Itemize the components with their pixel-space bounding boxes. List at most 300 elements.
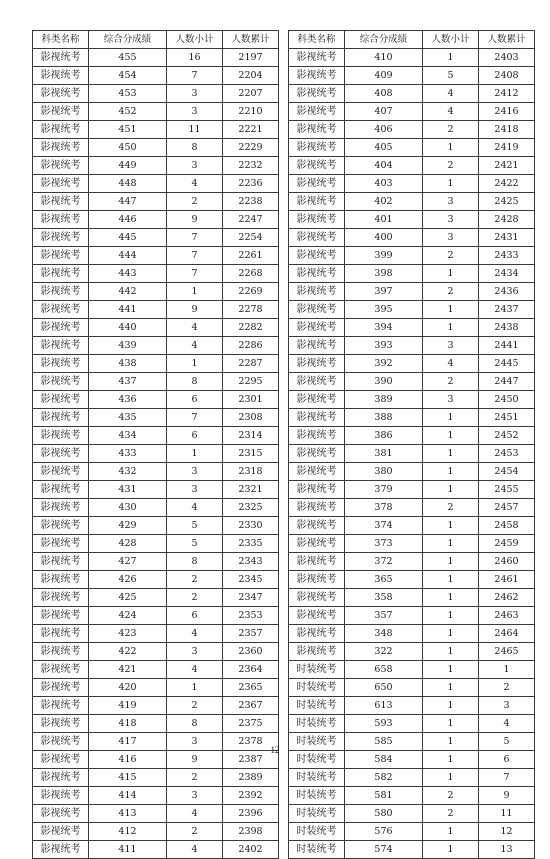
cell-cumulative: 2398 <box>223 823 279 841</box>
cell-count: 1 <box>423 427 479 445</box>
cell-count: 4 <box>167 319 223 337</box>
cell-cumulative: 1 <box>479 661 535 679</box>
cell-count: 4 <box>423 103 479 121</box>
cell-count: 9 <box>167 301 223 319</box>
cell-count: 1 <box>423 139 479 157</box>
cell-category: 影视统考 <box>33 157 89 175</box>
cell-category: 影视统考 <box>289 481 345 499</box>
cell-score: 393 <box>345 337 423 355</box>
cell-category: 影视统考 <box>289 301 345 319</box>
cell-category: 影视统考 <box>33 481 89 499</box>
cell-category: 影视统考 <box>33 571 89 589</box>
table-row <box>289 589 535 607</box>
cell-count: 11 <box>167 121 223 139</box>
cell-score: 421 <box>89 661 167 679</box>
cell-score: 379 <box>345 481 423 499</box>
cell-count: 4 <box>167 175 223 193</box>
cell-score: 441 <box>89 301 167 319</box>
table-row <box>33 175 279 193</box>
cell-cumulative: 2347 <box>223 589 279 607</box>
cell-cumulative: 2447 <box>479 373 535 391</box>
cell-score: 448 <box>89 175 167 193</box>
cell-category: 影视统考 <box>33 139 89 157</box>
cell-cumulative: 2269 <box>223 283 279 301</box>
cell-score: 434 <box>89 427 167 445</box>
cell-score: 424 <box>89 607 167 625</box>
cell-cumulative: 11 <box>479 805 535 823</box>
cell-category: 影视统考 <box>33 769 89 787</box>
header-category: 科类名称 <box>289 31 345 49</box>
cell-count: 3 <box>423 229 479 247</box>
cell-cumulative: 7 <box>479 769 535 787</box>
cell-cumulative: 2464 <box>479 625 535 643</box>
cell-cumulative: 2232 <box>223 157 279 175</box>
table-row <box>289 211 535 229</box>
cell-count: 2 <box>167 589 223 607</box>
cell-category: 影视统考 <box>33 355 89 373</box>
table-row <box>289 553 535 571</box>
cell-cumulative: 2357 <box>223 625 279 643</box>
table-row <box>289 247 535 265</box>
cell-category: 时装统考 <box>289 823 345 841</box>
cell-cumulative: 2295 <box>223 373 279 391</box>
cell-score: 412 <box>89 823 167 841</box>
cell-category: 影视统考 <box>289 85 345 103</box>
cell-category: 影视统考 <box>33 211 89 229</box>
cell-score: 418 <box>89 715 167 733</box>
table-body-left <box>33 49 279 859</box>
cell-category: 影视统考 <box>33 427 89 445</box>
cell-cumulative: 2451 <box>479 409 535 427</box>
cell-count: 1 <box>423 769 479 787</box>
cell-category: 影视统考 <box>289 103 345 121</box>
cell-category: 影视统考 <box>289 427 345 445</box>
cell-count: 2 <box>423 247 479 265</box>
cell-count: 1 <box>423 553 479 571</box>
cell-score: 395 <box>345 301 423 319</box>
cell-score: 403 <box>345 175 423 193</box>
cell-category: 影视统考 <box>289 211 345 229</box>
cell-count: 3 <box>423 211 479 229</box>
cell-score: 437 <box>89 373 167 391</box>
table-row <box>33 373 279 391</box>
table-row <box>289 139 535 157</box>
cell-score: 451 <box>89 121 167 139</box>
cell-count: 3 <box>167 643 223 661</box>
table-row <box>33 409 279 427</box>
cell-cumulative: 2436 <box>479 283 535 301</box>
table-row <box>33 211 279 229</box>
cell-cumulative: 2353 <box>223 607 279 625</box>
cell-category: 影视统考 <box>33 697 89 715</box>
table-row <box>33 247 279 265</box>
table-row <box>33 679 279 697</box>
table-row <box>33 715 279 733</box>
table-row <box>289 823 535 841</box>
table-row <box>289 625 535 643</box>
table-row <box>289 517 535 535</box>
cell-category: 影视统考 <box>33 229 89 247</box>
cell-score: 378 <box>345 499 423 517</box>
cell-cumulative: 2462 <box>479 589 535 607</box>
header-score: 综合分成绩 <box>89 31 167 49</box>
table-row <box>289 337 535 355</box>
cell-category: 影视统考 <box>33 373 89 391</box>
table-row <box>33 265 279 283</box>
cell-count: 1 <box>423 643 479 661</box>
cell-count: 3 <box>167 103 223 121</box>
table-row <box>33 427 279 445</box>
table-row <box>33 787 279 805</box>
cell-cumulative: 2315 <box>223 445 279 463</box>
cell-cumulative: 2419 <box>479 139 535 157</box>
cell-category: 影视统考 <box>289 571 345 589</box>
cell-cumulative: 2454 <box>479 463 535 481</box>
cell-cumulative: 4 <box>479 715 535 733</box>
cell-score: 438 <box>89 355 167 373</box>
cell-score: 593 <box>345 715 423 733</box>
cell-cumulative: 13 <box>479 841 535 859</box>
table-row <box>289 121 535 139</box>
cell-score: 440 <box>89 319 167 337</box>
cell-count: 6 <box>167 391 223 409</box>
cell-cumulative: 2365 <box>223 679 279 697</box>
table-row <box>33 157 279 175</box>
cell-score: 398 <box>345 265 423 283</box>
cell-count: 4 <box>167 625 223 643</box>
cell-count: 2 <box>423 805 479 823</box>
cell-cumulative: 2387 <box>223 751 279 769</box>
cell-count: 1 <box>423 661 479 679</box>
table-row <box>289 643 535 661</box>
cell-category: 影视统考 <box>33 283 89 301</box>
cell-score: 455 <box>89 49 167 67</box>
cell-score: 433 <box>89 445 167 463</box>
cell-count: 1 <box>423 49 479 67</box>
table-row <box>289 391 535 409</box>
cell-count: 1 <box>423 571 479 589</box>
cell-count: 1 <box>423 589 479 607</box>
table-row <box>33 841 279 859</box>
cell-cumulative: 2408 <box>479 67 535 85</box>
table-row <box>289 193 535 211</box>
table-row <box>289 373 535 391</box>
cell-category: 影视统考 <box>33 499 89 517</box>
cell-cumulative: 2433 <box>479 247 535 265</box>
page-number: 12 <box>270 745 280 755</box>
table-row <box>289 301 535 319</box>
table-row <box>33 661 279 679</box>
cell-score: 373 <box>345 535 423 553</box>
cell-cumulative: 2437 <box>479 301 535 319</box>
table-row <box>289 229 535 247</box>
cell-score: 322 <box>345 643 423 661</box>
table-row <box>33 391 279 409</box>
cell-category: 时装统考 <box>289 751 345 769</box>
cell-score: 449 <box>89 157 167 175</box>
cell-count: 1 <box>167 445 223 463</box>
cell-cumulative: 2236 <box>223 175 279 193</box>
table-row <box>289 409 535 427</box>
cell-score: 365 <box>345 571 423 589</box>
cell-count: 1 <box>423 697 479 715</box>
cell-score: 372 <box>345 553 423 571</box>
table-header-row <box>33 31 279 49</box>
table-row <box>33 283 279 301</box>
cell-count: 1 <box>423 175 479 193</box>
cell-cumulative: 2229 <box>223 139 279 157</box>
cell-score: 389 <box>345 391 423 409</box>
cell-cumulative: 5 <box>479 733 535 751</box>
cell-category: 影视统考 <box>289 553 345 571</box>
cell-count: 1 <box>423 823 479 841</box>
cell-score: 427 <box>89 553 167 571</box>
score-table-right <box>288 30 535 859</box>
cell-score: 454 <box>89 67 167 85</box>
cell-category: 影视统考 <box>289 409 345 427</box>
table-row <box>33 85 279 103</box>
table-row <box>33 445 279 463</box>
cell-category: 影视统考 <box>33 103 89 121</box>
cell-score: 408 <box>345 85 423 103</box>
cell-category: 影视统考 <box>289 139 345 157</box>
cell-score: 442 <box>89 283 167 301</box>
table-row <box>289 535 535 553</box>
table-row <box>33 139 279 157</box>
cell-score: 452 <box>89 103 167 121</box>
table-row <box>33 355 279 373</box>
cell-category: 影视统考 <box>33 301 89 319</box>
cell-score: 426 <box>89 571 167 589</box>
cell-cumulative: 2268 <box>223 265 279 283</box>
cell-category: 影视统考 <box>289 193 345 211</box>
cell-category: 影视统考 <box>33 67 89 85</box>
cell-score: 380 <box>345 463 423 481</box>
cell-score: 392 <box>345 355 423 373</box>
cell-category: 影视统考 <box>33 463 89 481</box>
cell-count: 2 <box>423 787 479 805</box>
cell-score: 436 <box>89 391 167 409</box>
cell-cumulative: 2389 <box>223 769 279 787</box>
cell-cumulative: 2204 <box>223 67 279 85</box>
header-cumulative: 人数累计 <box>479 31 535 49</box>
table-row <box>289 355 535 373</box>
cell-cumulative: 2330 <box>223 517 279 535</box>
table-row <box>33 535 279 553</box>
cell-count: 2 <box>167 823 223 841</box>
cell-score: 429 <box>89 517 167 535</box>
cell-count: 1 <box>423 517 479 535</box>
cell-category: 影视统考 <box>289 337 345 355</box>
cell-category: 影视统考 <box>289 49 345 67</box>
cell-count: 1 <box>423 733 479 751</box>
cell-category: 影视统考 <box>33 823 89 841</box>
cell-category: 影视统考 <box>289 643 345 661</box>
cell-category: 影视统考 <box>289 499 345 517</box>
cell-score: 420 <box>89 679 167 697</box>
cell-cumulative: 2375 <box>223 715 279 733</box>
cell-score: 386 <box>345 427 423 445</box>
cell-category: 影视统考 <box>33 175 89 193</box>
cell-score: 450 <box>89 139 167 157</box>
cell-count: 3 <box>167 157 223 175</box>
cell-cumulative: 2287 <box>223 355 279 373</box>
cell-category: 影视统考 <box>33 661 89 679</box>
cell-score: 407 <box>345 103 423 121</box>
cell-category: 时装统考 <box>289 715 345 733</box>
table-row <box>289 49 535 67</box>
table-row <box>289 841 535 859</box>
cell-count: 6 <box>167 607 223 625</box>
cell-cumulative: 2364 <box>223 661 279 679</box>
cell-count: 8 <box>167 373 223 391</box>
cell-cumulative: 2453 <box>479 445 535 463</box>
cell-cumulative: 2207 <box>223 85 279 103</box>
table-row <box>289 85 535 103</box>
cell-count: 8 <box>167 553 223 571</box>
cell-score: 428 <box>89 535 167 553</box>
table-row <box>33 337 279 355</box>
cell-cumulative: 2425 <box>479 193 535 211</box>
table-row <box>289 697 535 715</box>
cell-score: 430 <box>89 499 167 517</box>
table-row <box>33 625 279 643</box>
cell-count: 7 <box>167 229 223 247</box>
cell-count: 9 <box>167 751 223 769</box>
cell-score: 410 <box>345 49 423 67</box>
cell-category: 影视统考 <box>33 445 89 463</box>
table-row <box>33 697 279 715</box>
cell-score: 582 <box>345 769 423 787</box>
cell-cumulative: 2421 <box>479 157 535 175</box>
cell-score: 397 <box>345 283 423 301</box>
cell-score: 576 <box>345 823 423 841</box>
cell-category: 影视统考 <box>289 445 345 463</box>
cell-count: 3 <box>167 463 223 481</box>
cell-category: 影视统考 <box>33 193 89 211</box>
cell-count: 4 <box>423 85 479 103</box>
cell-category: 影视统考 <box>289 355 345 373</box>
cell-category: 影视统考 <box>33 733 89 751</box>
cell-count: 2 <box>423 157 479 175</box>
cell-cumulative: 2247 <box>223 211 279 229</box>
table-row <box>289 427 535 445</box>
cell-count: 7 <box>167 265 223 283</box>
cell-count: 5 <box>167 535 223 553</box>
cell-score: 658 <box>345 661 423 679</box>
cell-category: 影视统考 <box>289 517 345 535</box>
cell-category: 影视统考 <box>289 175 345 193</box>
cell-count: 3 <box>167 733 223 751</box>
table-row <box>33 643 279 661</box>
cell-count: 1 <box>423 445 479 463</box>
table-row <box>33 499 279 517</box>
table-row <box>289 715 535 733</box>
cell-category: 影视统考 <box>33 319 89 337</box>
table-header-row <box>289 31 535 49</box>
cell-cumulative: 2318 <box>223 463 279 481</box>
table-row <box>289 463 535 481</box>
cell-count: 2 <box>423 121 479 139</box>
cell-category: 时装统考 <box>289 841 345 859</box>
cell-score: 390 <box>345 373 423 391</box>
cell-cumulative: 2416 <box>479 103 535 121</box>
table-row <box>33 481 279 499</box>
cell-cumulative: 2254 <box>223 229 279 247</box>
cell-cumulative: 2450 <box>479 391 535 409</box>
cell-category: 影视统考 <box>289 535 345 553</box>
cell-count: 4 <box>167 499 223 517</box>
cell-count: 1 <box>423 625 479 643</box>
cell-cumulative: 2314 <box>223 427 279 445</box>
cell-cumulative: 2210 <box>223 103 279 121</box>
table-row <box>289 445 535 463</box>
table-row <box>289 67 535 85</box>
cell-count: 8 <box>167 715 223 733</box>
cell-category: 影视统考 <box>289 373 345 391</box>
cell-cumulative: 2 <box>479 679 535 697</box>
cell-category: 影视统考 <box>33 553 89 571</box>
table-row <box>33 301 279 319</box>
cell-category: 影视统考 <box>289 157 345 175</box>
cell-cumulative: 2463 <box>479 607 535 625</box>
cell-category: 影视统考 <box>33 751 89 769</box>
cell-category: 影视统考 <box>33 787 89 805</box>
cell-score: 443 <box>89 265 167 283</box>
cell-score: 613 <box>345 697 423 715</box>
cell-cumulative: 2422 <box>479 175 535 193</box>
cell-cumulative: 2301 <box>223 391 279 409</box>
cell-cumulative: 2335 <box>223 535 279 553</box>
cell-count: 4 <box>423 355 479 373</box>
cell-score: 422 <box>89 643 167 661</box>
table-row <box>289 319 535 337</box>
cell-score: 381 <box>345 445 423 463</box>
table-row <box>289 265 535 283</box>
cell-count: 7 <box>167 247 223 265</box>
cell-category: 影视统考 <box>33 391 89 409</box>
cell-cumulative: 2431 <box>479 229 535 247</box>
cell-category: 时装统考 <box>289 787 345 805</box>
cell-count: 1 <box>423 301 479 319</box>
cell-category: 影视统考 <box>289 607 345 625</box>
cell-score: 584 <box>345 751 423 769</box>
cell-count: 1 <box>423 535 479 553</box>
cell-category: 影视统考 <box>289 391 345 409</box>
cell-score: 419 <box>89 697 167 715</box>
cell-cumulative: 2438 <box>479 319 535 337</box>
cell-cumulative: 2321 <box>223 481 279 499</box>
table-row <box>33 319 279 337</box>
cell-count: 7 <box>167 67 223 85</box>
cell-count: 1 <box>423 841 479 859</box>
cell-category: 影视统考 <box>33 121 89 139</box>
cell-category: 影视统考 <box>289 67 345 85</box>
table-row <box>289 607 535 625</box>
cell-score: 417 <box>89 733 167 751</box>
header-cumulative: 人数累计 <box>223 31 279 49</box>
cell-cumulative: 9 <box>479 787 535 805</box>
cell-category: 影视统考 <box>289 283 345 301</box>
header-category: 科类名称 <box>33 31 89 49</box>
cell-cumulative: 2434 <box>479 265 535 283</box>
cell-category: 影视统考 <box>33 535 89 553</box>
cell-score: 411 <box>89 841 167 859</box>
cell-score: 435 <box>89 409 167 427</box>
cell-score: 446 <box>89 211 167 229</box>
cell-cumulative: 2367 <box>223 697 279 715</box>
cell-category: 时装统考 <box>289 697 345 715</box>
